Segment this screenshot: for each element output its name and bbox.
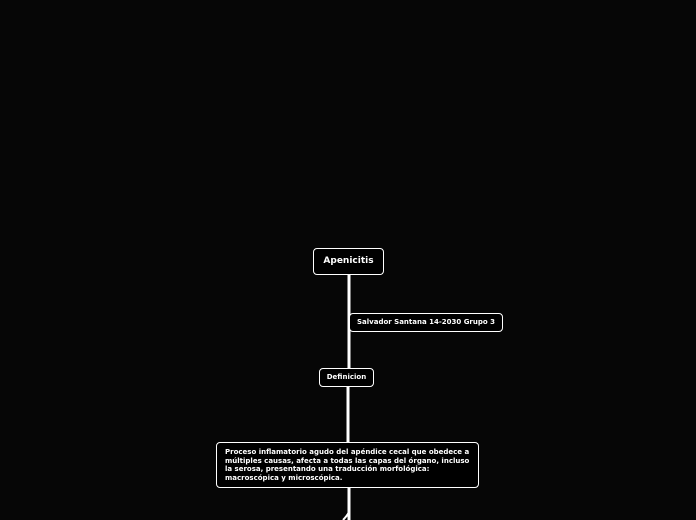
- definition-description-node[interactable]: Proceso inflamatorio agudo del apéndice cecal que obedece a múltiples causas, afecta a todas las capas del órgano, incluso la serosa, presentando una traducción morfológica: macroscópica y microscópica.: [216, 442, 479, 488]
- definicion-node[interactable]: Definicion: [319, 368, 374, 387]
- root-topic-node[interactable]: Apenicitis: [313, 248, 384, 275]
- author-node[interactable]: Salvador Santana 14-2030 Grupo 3: [349, 313, 503, 332]
